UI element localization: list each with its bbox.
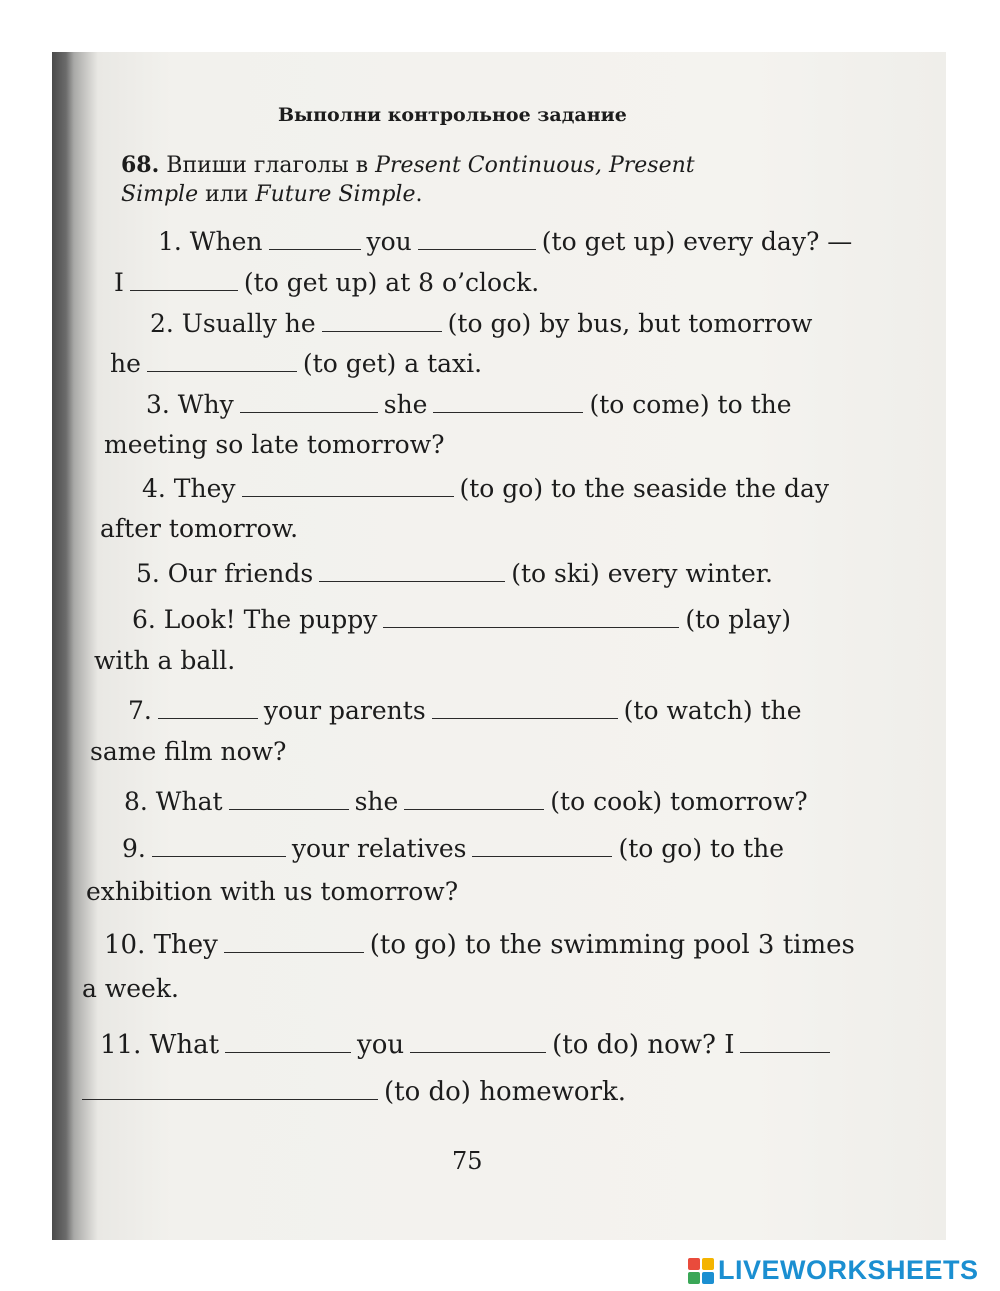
page-number: 75 — [452, 1147, 483, 1175]
exercise-item-2-line2: he (to get) a taxi. — [110, 349, 483, 378]
tense-future-simple: Future Simple — [255, 182, 416, 207]
answer-blank[interactable] — [410, 1051, 546, 1053]
answer-blank[interactable] — [242, 495, 454, 497]
exercise-item-10: 10. They (to go) to the swimming pool 3 times — [104, 930, 855, 960]
liveworksheets-icon — [688, 1258, 714, 1284]
page-heading: Выполни контрольное задание — [278, 104, 627, 126]
exercise-item-7-line2: same film now? — [90, 737, 287, 766]
answer-blank[interactable] — [740, 1051, 830, 1053]
exercise-item-6-line2: with a ball. — [94, 646, 236, 675]
answer-blank[interactable] — [130, 289, 238, 291]
answer-blank[interactable] — [152, 855, 286, 857]
answer-blank[interactable] — [432, 717, 618, 719]
task-instruction-line2: Simple или Future Simple. — [121, 182, 423, 207]
exercise-item-4-line2: after tomorrow. — [100, 514, 299, 543]
liveworksheets-logo — [688, 1255, 979, 1286]
answer-blank[interactable] — [383, 626, 679, 628]
exercise-item-4: 4. They (to go) to the seaside the day — [142, 474, 830, 503]
liveworksheets-brand: LIVEWORKSHEETS — [718, 1255, 979, 1285]
answer-blank[interactable] — [319, 580, 505, 582]
task-number: 68. — [121, 152, 160, 178]
tense-present-simple: Simple — [121, 182, 199, 207]
exercise-item-11-line2: (to do) homework. — [82, 1077, 626, 1107]
exercise-item-2: 2. Usually he (to go) by bus, but tomorrow — [150, 309, 813, 338]
task-instruction — [121, 152, 695, 178]
answer-blank[interactable] — [225, 1051, 351, 1053]
exercise-item-5: 5. Our friends (to ski) every winter. — [136, 559, 773, 588]
tense-present-continuous: Present Continuous, Present — [375, 153, 695, 178]
exercise-item-3: 3. Why she (to come) to the — [146, 390, 792, 419]
answer-blank[interactable] — [82, 1098, 378, 1100]
exercise-item-11: 11. What you (to do) now? I — [100, 1030, 836, 1060]
exercise-item-3-line2: meeting so late tomorrow? — [104, 430, 445, 459]
answer-blank[interactable] — [472, 855, 612, 857]
exercise-item-7: 7. your parents (to watch) the — [128, 696, 802, 725]
textbook-page — [70, 52, 946, 1240]
task-text-or: или — [198, 182, 256, 207]
exercise-item-1-line2: I (to get up) at 8 o’clock. — [114, 268, 540, 297]
answer-blank[interactable] — [158, 717, 258, 719]
task-text: Впиши глаголы в — [166, 153, 376, 178]
answer-blank[interactable] — [224, 951, 364, 953]
answer-blank[interactable] — [229, 808, 349, 810]
answer-blank[interactable] — [404, 808, 544, 810]
answer-blank[interactable] — [147, 370, 297, 372]
exercise-item-1: 1. When you (to get up) every day? — — [158, 227, 853, 256]
answer-blank[interactable] — [433, 411, 583, 413]
answer-blank[interactable] — [240, 411, 378, 413]
answer-blank[interactable] — [322, 330, 442, 332]
exercise-item-10-line2: a week. — [82, 974, 179, 1003]
answer-blank[interactable] — [269, 248, 361, 250]
exercise-item-9: 9. your relatives (to go) to the — [122, 834, 785, 863]
exercise-item-8: 8. What she (to cook) tomorrow? — [124, 787, 808, 816]
exercise-item-6: 6. Look! The puppy (to play) — [132, 605, 791, 634]
exercise-item-9-line2: exhibition with us tomorrow? — [86, 877, 459, 906]
answer-blank[interactable] — [418, 248, 536, 250]
